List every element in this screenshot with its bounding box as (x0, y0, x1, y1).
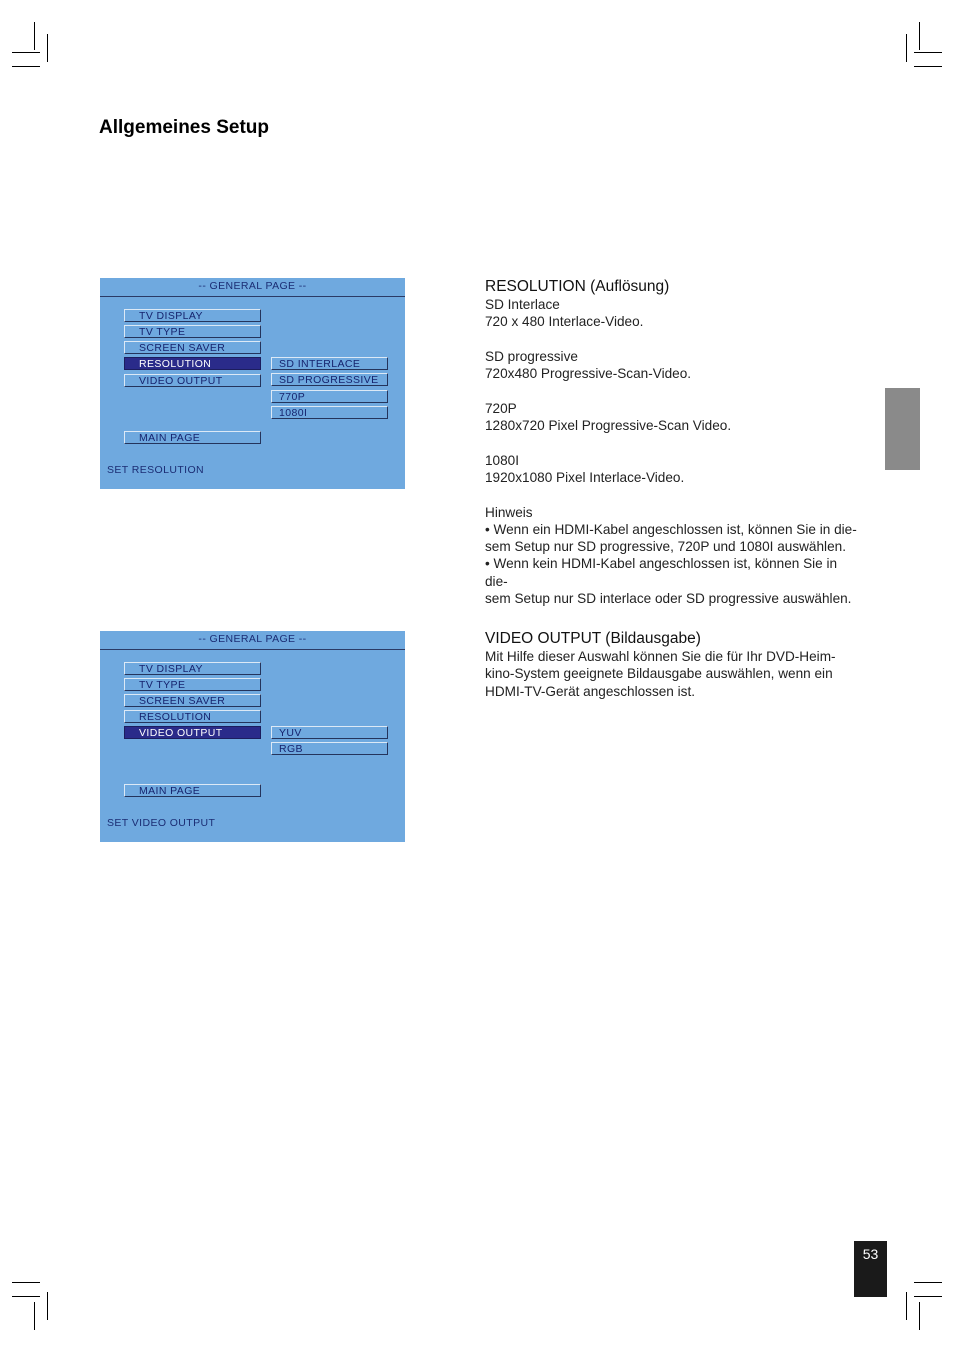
crop-mark (919, 22, 920, 50)
1080i-title: 1080I (485, 452, 520, 468)
crop-mark (914, 1282, 942, 1283)
video-output-line: HDMI-TV-Gerät angeschlossen ist. (485, 683, 696, 699)
video-output-line: kino-System geeignete Bildausgabe auswählen, wenn ein (485, 666, 833, 682)
menu-item-tv-type[interactable]: TV TYPE (124, 678, 261, 691)
menu-item-resolution[interactable]: RESOLUTION (124, 710, 261, 723)
crop-mark (47, 1292, 48, 1320)
note-line: • Wenn kein HDMI-Kabel angeschlossen ist, können Sie in die- (485, 556, 838, 589)
menu-item-tv-display[interactable]: TV DISPLAY (124, 309, 261, 322)
crop-mark (12, 66, 40, 67)
menu-item-tv-display[interactable]: TV DISPLAY (124, 662, 261, 675)
sd-interlace-title: SD Interlace (485, 297, 560, 312)
menu-item-video-output[interactable]: VIDEO OUTPUT (124, 726, 261, 739)
option-720p[interactable]: 770P (271, 390, 388, 403)
sd-progressive-desc: 720x480 Progressive-Scan-Video. (485, 366, 692, 382)
crop-mark (919, 1302, 920, 1330)
crop-mark (34, 1302, 35, 1330)
video-output-menu-screen (100, 631, 405, 842)
video-output-heading: VIDEO OUTPUT (Bildausgabe) (485, 630, 701, 647)
menu-item-screen-saver[interactable]: SCREEN SAVER (124, 341, 261, 354)
crop-mark (914, 1296, 942, 1297)
chapter-side-tab (885, 388, 920, 470)
crop-mark (12, 1296, 40, 1297)
page-title: Allgemeines Setup (99, 117, 269, 138)
crop-mark (914, 66, 942, 67)
sd-interlace-desc: 720 x 480 Interlace-Video. (485, 314, 644, 330)
crop-mark (914, 52, 942, 53)
menu-item-tv-type[interactable]: TV TYPE (124, 325, 261, 338)
crop-mark (906, 34, 907, 62)
screen-header: -- GENERAL PAGE -- (100, 278, 405, 297)
option-sd-interlace[interactable]: SD INTERLACE (271, 357, 388, 370)
note-line: sem Setup nur SD interlace oder SD progressive auswählen. (485, 591, 852, 607)
720p-desc: 1280x720 Pixel Progressive-Scan Video. (485, 418, 732, 434)
sd-progressive-title: SD progressive (485, 348, 578, 364)
crop-mark (12, 52, 40, 53)
main-page-button[interactable]: MAIN PAGE (124, 784, 261, 797)
option-sd-progressive[interactable]: SD PROGRESSIVE (271, 373, 388, 386)
video-output-section (485, 629, 860, 700)
option-yuv[interactable]: YUV (271, 726, 388, 739)
resolution-heading: RESOLUTION (Auflösung) (485, 278, 670, 295)
crop-mark (34, 22, 35, 50)
note-title: Hinweis (485, 504, 533, 520)
crop-mark (12, 1282, 40, 1283)
video-output-line: Mit Hilfe dieser Auswahl können Sie die für Ihr DVD-Heim- (485, 649, 836, 664)
crop-mark (906, 1292, 907, 1320)
crop-mark (47, 34, 48, 62)
resolution-section (485, 277, 860, 607)
1080i-desc: 1920x1080 Pixel Interlace-Video. (485, 469, 685, 485)
resolution-menu-screen (100, 278, 405, 489)
screen-footer: SET RESOLUTION (107, 464, 205, 476)
option-1080i[interactable]: 1080I (271, 406, 388, 419)
menu-item-video-output[interactable]: VIDEO OUTPUT (124, 374, 261, 387)
main-page-button[interactable]: MAIN PAGE (124, 431, 261, 444)
screen-header: -- GENERAL PAGE -- (100, 631, 405, 650)
page-number: 53 (854, 1241, 887, 1297)
note-line: • Wenn ein HDMI-Kabel angeschlossen ist, können Sie in die- (485, 521, 857, 537)
720p-title: 720P (485, 400, 517, 416)
screen-footer: SET VIDEO OUTPUT (107, 817, 216, 829)
menu-item-screen-saver[interactable]: SCREEN SAVER (124, 694, 261, 707)
note-line: sem Setup nur SD progressive, 720P und 1080I auswählen. (485, 539, 846, 555)
option-rgb[interactable]: RGB (271, 742, 388, 755)
menu-item-resolution[interactable]: RESOLUTION (124, 357, 261, 370)
